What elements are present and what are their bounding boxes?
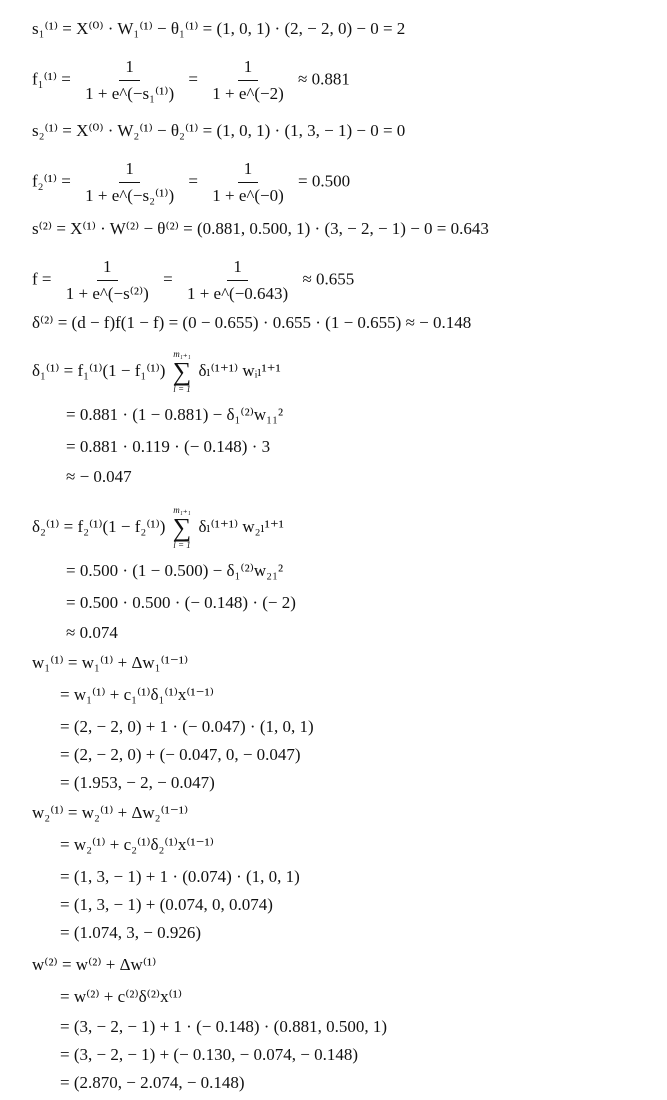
equation-w2-head: w₂⁽¹⁾ = w₂⁽¹⁾ + Δw₂⁽¹⁻¹⁾ <box>32 803 189 822</box>
fraction-denominator: 1 + e^(−s⁽²⁾) <box>65 284 149 303</box>
equation-step: = (2, − 2, 0) + 1 · (− 0.047) · (1, 0, 1) <box>60 717 314 736</box>
equation-step: = w₁⁽¹⁾ + c₁⁽¹⁾δ₁⁽¹⁾x⁽¹⁻¹⁾ <box>60 685 214 704</box>
equation-step: = 0.500 · 0.500 · (− 0.148) · (− 2) <box>66 593 296 612</box>
equation-s1: s₁⁽¹⁾ = X⁽⁰⁾ · W₁⁽¹⁾ − θ₁⁽¹⁾ = (1, 0, 1) · (2, − 2, 0) − 0 = 2 <box>32 19 406 38</box>
fraction-denominator: 1 + e^(−s₁⁽¹⁾) <box>85 84 175 103</box>
equation-rhs: = 0.500 <box>298 171 351 191</box>
equation-step: = 0.881 · 0.119 · (− 0.148) · 3 <box>66 437 271 456</box>
equation-step: = w⁽²⁾ + c⁽²⁾δ⁽²⁾x⁽¹⁾ <box>60 987 183 1006</box>
equation-lhs: f = <box>32 269 52 289</box>
equation-s-output: s⁽²⁾ = X⁽¹⁾ · W⁽²⁾ − θ⁽²⁾ = (0.881, 0.500, 1) · (3, − 2, − 1) − 0 = 0.643 <box>32 219 489 238</box>
fraction <box>79 158 180 207</box>
summation-lower-limit: l = 1 <box>173 384 191 394</box>
equation-lhs: f₂⁽¹⁾ = <box>32 171 71 191</box>
equation-lhs: f₁⁽¹⁾ = <box>32 69 71 89</box>
equation-f2: f₂⁽¹⁾ = $\frac{1}{\text{1 + e\textasciicircum{}(−s₂⁽¹⁾)}}$ = $\frac{1}{1 + e\^{}(-0)}$ = 0.500 <box>32 159 351 205</box>
equation-f-output: f = $\frac{1}{\text{1 + e\textasciicircum{}(−s⁽²⁾)}}$ = $\frac{1}{1 + e\^{}(-0.643)}$ ≈ 0.655 <box>32 257 355 303</box>
equation-step: = w₂⁽¹⁾ + c₂⁽¹⁾δ₂⁽¹⁾x⁽¹⁻¹⁾ <box>60 835 214 854</box>
equation-delta-output: δ⁽²⁾ = (d − f)f(1 − f) = (0 − 0.655) · 0.655 · (1 − 0.655) ≈ − 0.148 <box>32 313 472 332</box>
summation <box>173 506 192 550</box>
sigma-symbol: ∑ <box>172 357 192 386</box>
fraction-numerator: 1 <box>227 256 248 281</box>
equation-rhs: δₗ⁽¹⁺¹⁾ wᵢₗ¹⁺¹ <box>198 360 281 380</box>
fraction <box>79 56 180 105</box>
equation-step: = (3, − 2, − 1) + (− 0.130, − 0.074, − 0.148) <box>60 1045 359 1064</box>
summation-upper-limit: m₁₊₁ <box>173 349 191 359</box>
fraction <box>206 158 290 207</box>
equation-lhs: δ₂⁽¹⁾ = f₂⁽¹⁾(1 − f₂⁽¹⁾) <box>32 516 166 536</box>
equation-step: = (2.870, − 2.074, − 0.148) <box>60 1073 245 1092</box>
summation-lower-limit: l = 1 <box>173 540 191 550</box>
equation-step: = (1.953, − 2, − 0.047) <box>60 773 215 792</box>
fraction-denominator: 1 + e^(−2) <box>212 84 284 103</box>
fraction-denominator: 1 + e^(−s₂⁽¹⁾) <box>85 186 175 205</box>
equation-f1: f₁⁽¹⁾ = $\frac{1}{\text{1 + e\textasciicircum{}(−s₁⁽¹⁾)}}$ = $\frac{1}{1 + e\^{}(-2)}$ ≈ 0.881 <box>32 57 350 103</box>
equation-rhs: ≈ 0.881 <box>298 69 350 89</box>
sigma-symbol: ∑ <box>172 513 192 542</box>
summation-upper-limit: m₁₊₁ <box>173 505 191 515</box>
summation <box>173 350 192 394</box>
equation-rhs: ≈ 0.655 <box>302 269 355 289</box>
equation-rhs: δₗ⁽¹⁺¹⁾ w₂ₗ¹⁺¹ <box>198 516 284 536</box>
fraction-denominator: 1 + e^(−0.643) <box>186 284 289 303</box>
equation-step: = (1.074, 3, − 0.926) <box>60 923 201 942</box>
equation-s2: s₂⁽¹⁾ = X⁽⁰⁾ · W₂⁽¹⁾ − θ₂⁽¹⁾ = (1, 0, 1) · (1, 3, − 1) − 0 = 0 <box>32 121 406 140</box>
equation-step: ≈ − 0.047 <box>66 467 132 486</box>
fraction-denominator: 1 + e^(−0) <box>212 186 284 205</box>
fraction-numerator: 1 <box>119 158 140 183</box>
fraction <box>60 256 155 305</box>
fraction-numerator: 1 <box>97 256 118 281</box>
fraction-numerator: 1 <box>238 56 259 81</box>
equation-step: ≈ 0.074 <box>66 623 118 642</box>
equation-delta1-head <box>32 350 281 394</box>
equation-delta2-head <box>32 506 284 550</box>
fraction <box>181 256 294 305</box>
equation-step: = (3, − 2, − 1) + 1 · (− 0.148) · (0.881, 0.500, 1) <box>60 1017 387 1036</box>
equation-step: = (2, − 2, 0) + (− 0.047, 0, − 0.047) <box>60 745 301 764</box>
equation-step: = (1, 3, − 1) + 1 · (0.074) · (1, 0, 1) <box>60 867 300 886</box>
fraction <box>206 56 290 105</box>
equation-lhs: δ₁⁽¹⁾ = f₁⁽¹⁾(1 − f₁⁽¹⁾) <box>32 360 166 380</box>
equation-step: = (1, 3, − 1) + (0.074, 0, 0.074) <box>60 895 273 914</box>
equation-w1-head: w₁⁽¹⁾ = w₁⁽¹⁾ + Δw₁⁽¹⁻¹⁾ <box>32 653 189 672</box>
fraction-numerator: 1 <box>238 158 259 183</box>
fraction-numerator: 1 <box>119 56 140 81</box>
equation-w-output-head: w⁽²⁾ = w⁽²⁾ + Δw⁽¹⁾ <box>32 955 157 974</box>
equation-step: = 0.881 · (1 − 0.881) − δ₁⁽²⁾w₁₁² <box>66 405 284 424</box>
equation-step: = 0.500 · (1 − 0.500) − δ₁⁽²⁾w₂₁² <box>66 561 284 580</box>
